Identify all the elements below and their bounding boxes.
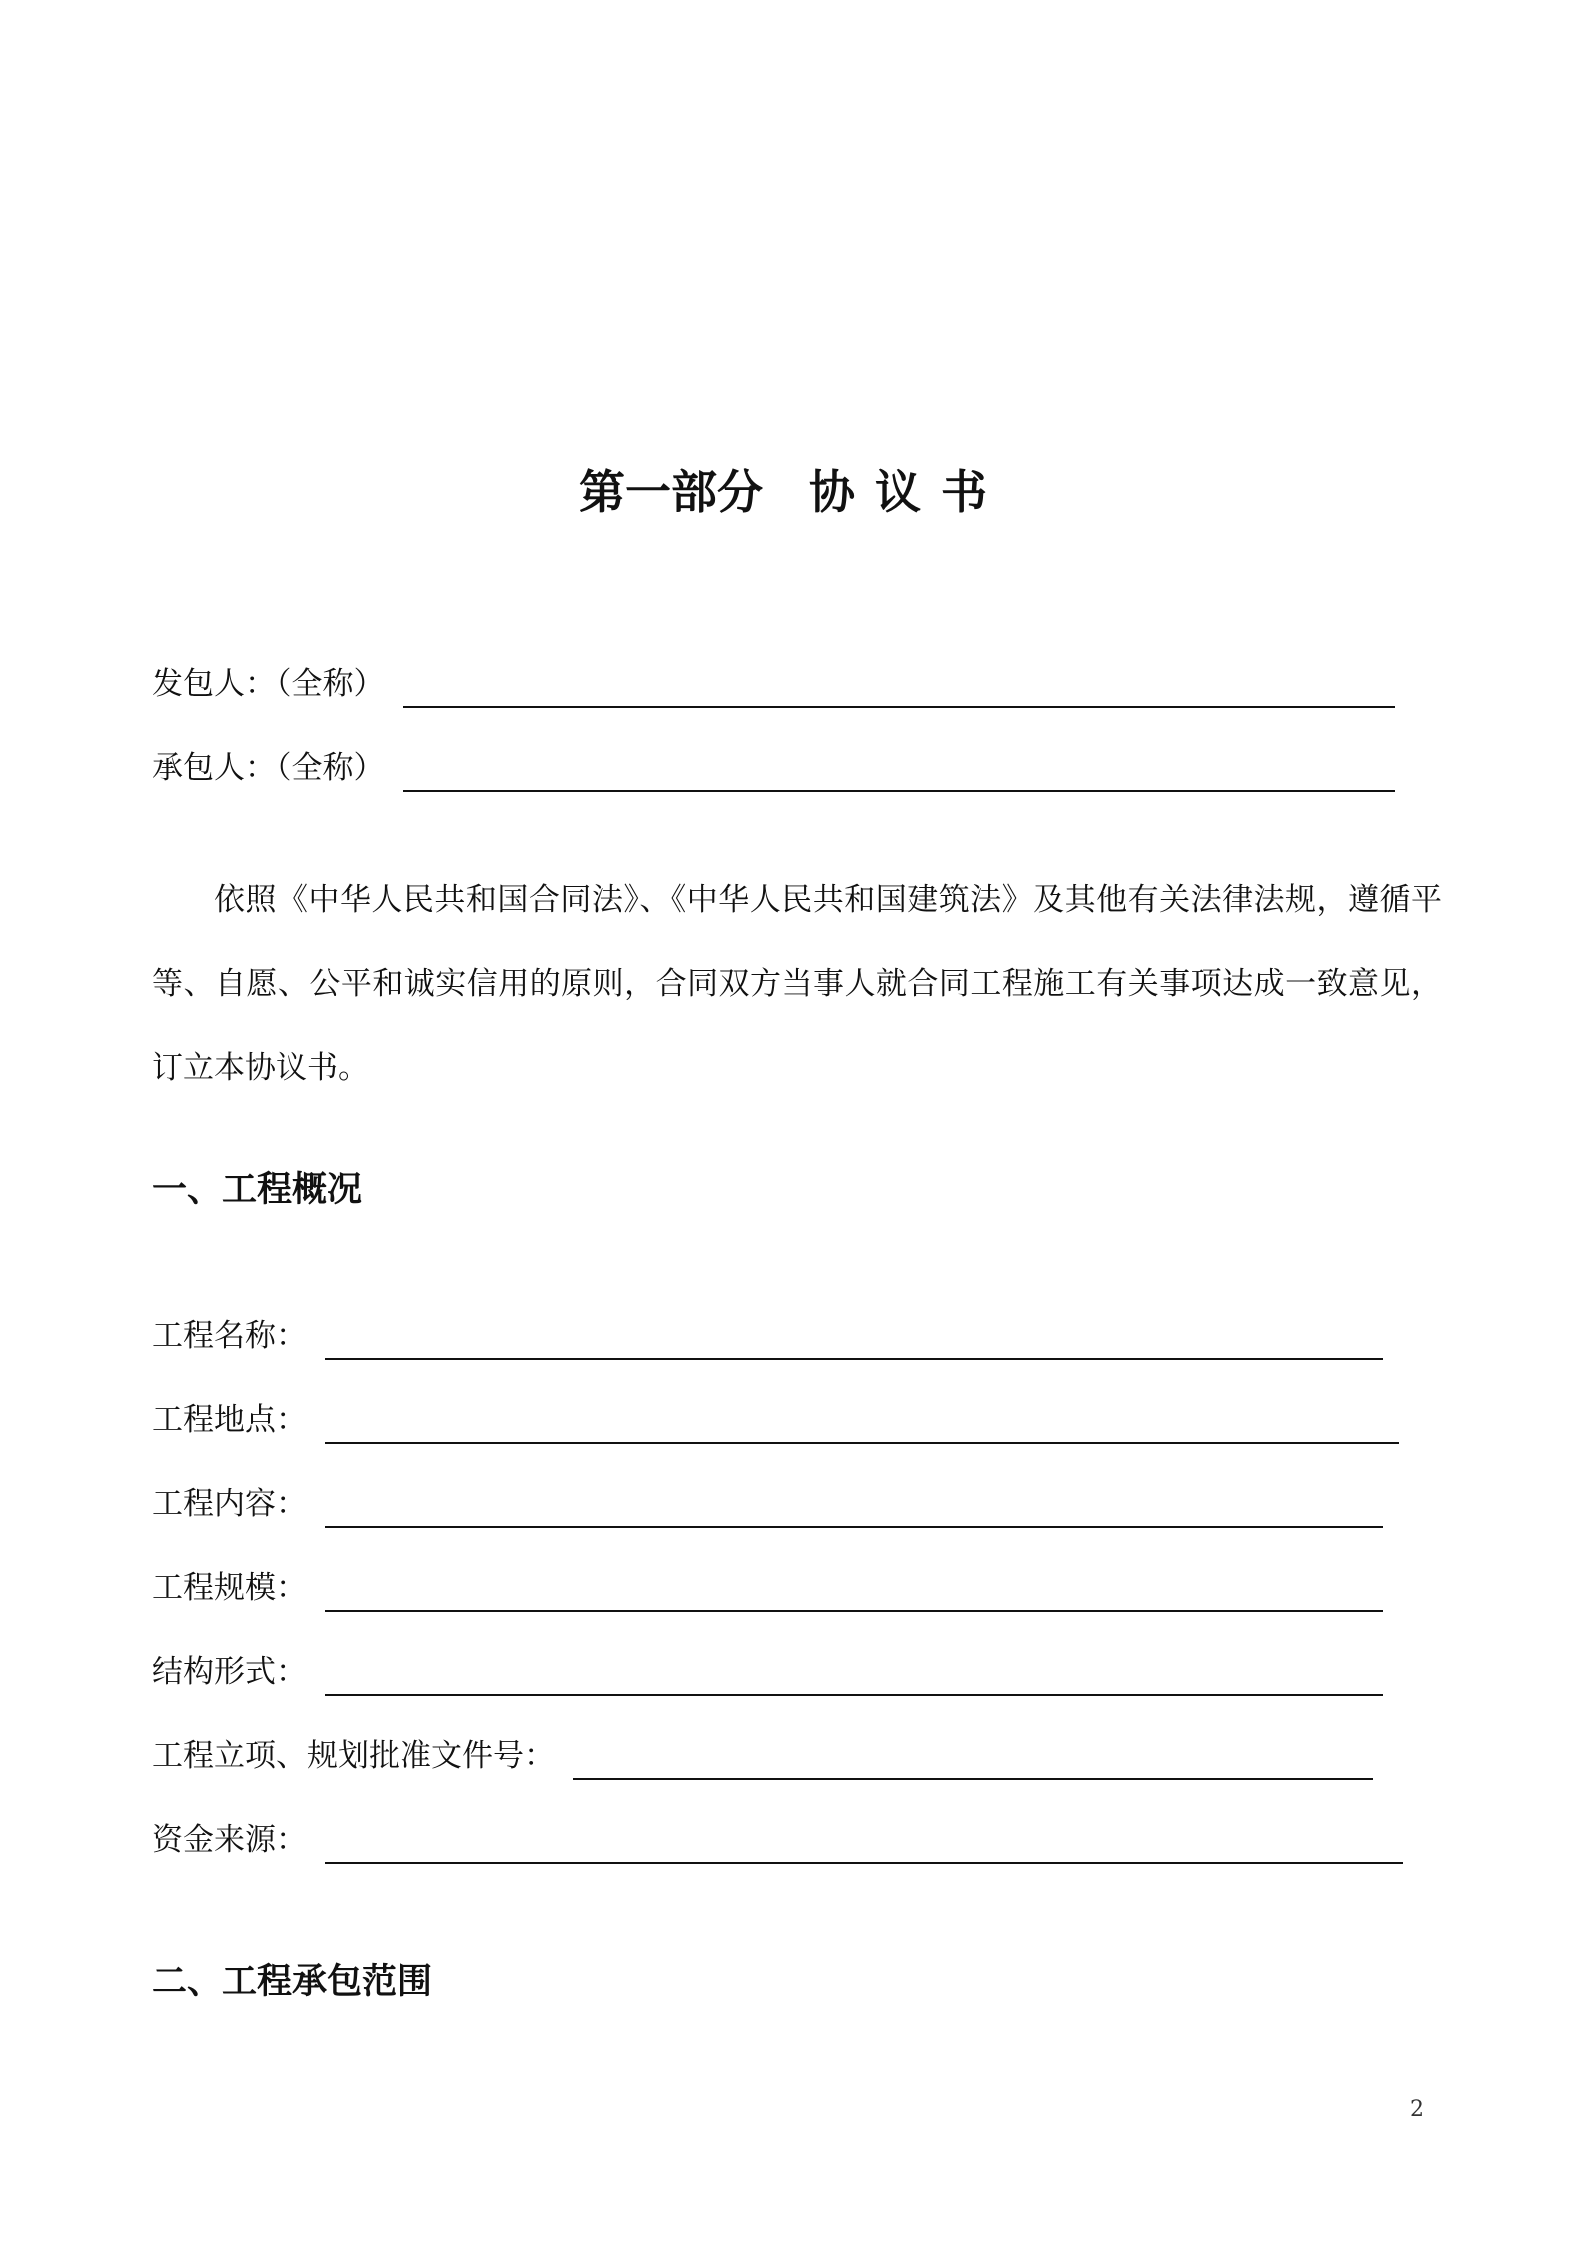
approval-doc-number-field	[152, 1732, 1373, 1780]
funding-source-label: 资金来源：	[152, 1822, 307, 1858]
project-content-input-line[interactable]	[325, 1486, 1383, 1528]
approval-doc-number-label: 工程立项、规划批准文件号：	[152, 1738, 555, 1774]
structure-type-label: 结构形式：	[152, 1654, 307, 1690]
approval-doc-number-input-line[interactable]	[573, 1738, 1373, 1780]
project-scale-field	[152, 1564, 1383, 1612]
page-number: 2	[1410, 2097, 1424, 2122]
employer-label: 发包人：（全称）	[152, 666, 385, 702]
contractor-field	[152, 744, 1395, 792]
contractor-input-line[interactable]	[403, 750, 1395, 792]
project-content-field	[152, 1480, 1383, 1528]
structure-type-input-line[interactable]	[325, 1654, 1383, 1696]
contractor-label: 承包人：（全称）	[152, 750, 385, 786]
project-scale-label: 工程规模：	[152, 1570, 307, 1606]
intro-paragraph: 依照《中华人民共和国合同法》、《中华人民共和国建筑法》及其他有关法律法规，遵循平等、自愿、公平和诚实信用的原则，合同双方当事人就合同工程施工有关事项达成一致意见，订立本协议书。	[152, 882, 1442, 1086]
title-main: 协议书	[809, 465, 1007, 519]
project-location-label: 工程地点：	[152, 1402, 307, 1438]
section-heading-contract-scope: 二、工程承包范围	[152, 1962, 433, 2002]
project-scale-input-line[interactable]	[325, 1570, 1383, 1612]
employer-field	[152, 660, 1395, 708]
funding-source-input-line[interactable]	[325, 1822, 1403, 1864]
page-title	[0, 462, 1586, 522]
funding-source-field	[152, 1816, 1403, 1864]
project-name-field	[152, 1312, 1383, 1360]
project-name-input-line[interactable]	[325, 1318, 1383, 1360]
project-location-field	[152, 1396, 1399, 1444]
title-part: 第一部分	[579, 465, 763, 519]
project-location-input-line[interactable]	[325, 1402, 1399, 1444]
employer-input-line[interactable]	[403, 666, 1395, 708]
section-heading-project-overview: 一、工程概况	[152, 1170, 363, 1210]
project-content-label: 工程内容：	[152, 1486, 307, 1522]
project-name-label: 工程名称：	[152, 1318, 307, 1354]
structure-type-field	[152, 1648, 1383, 1696]
